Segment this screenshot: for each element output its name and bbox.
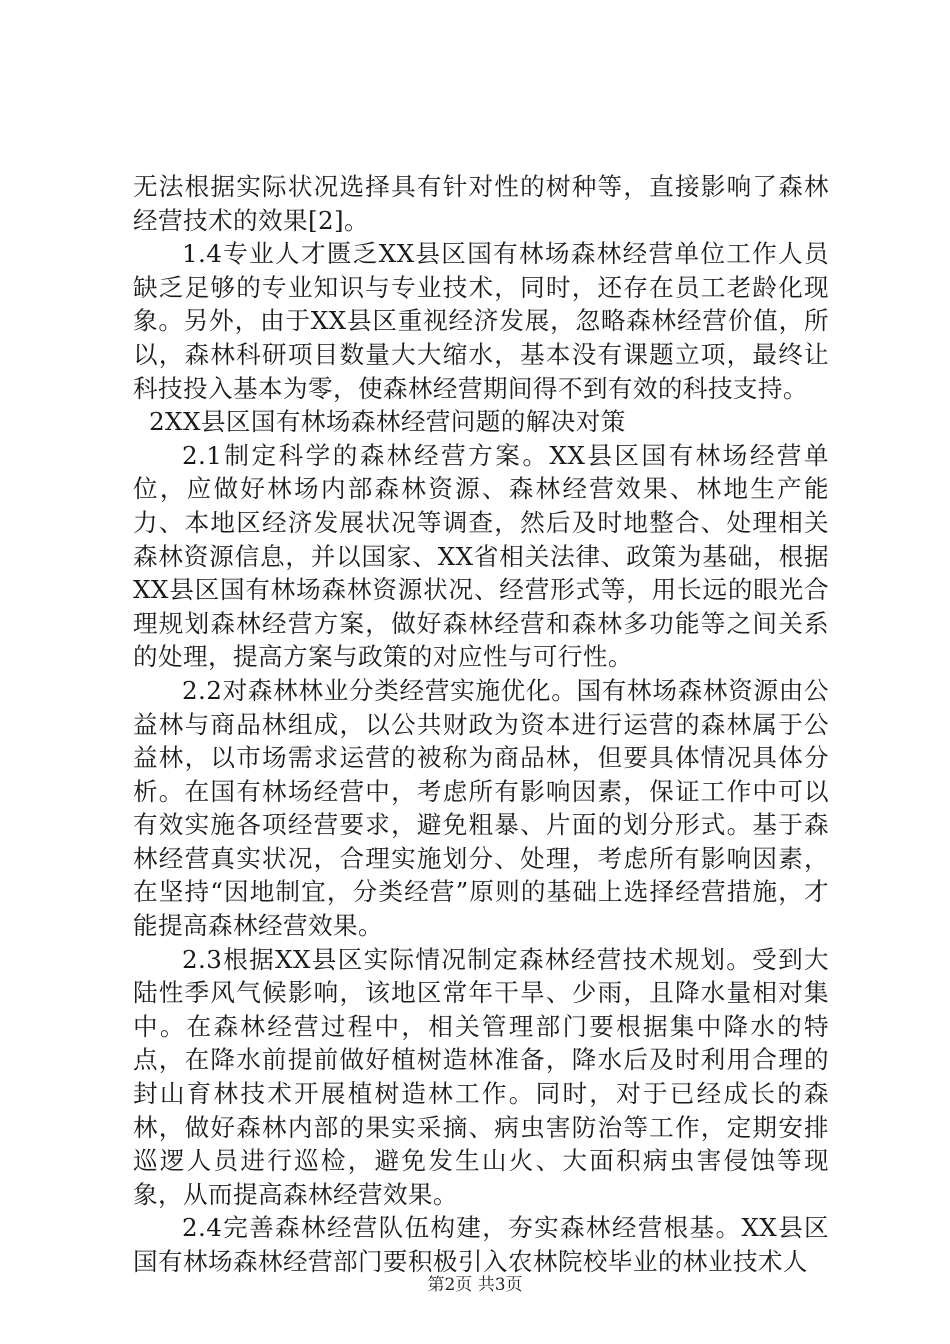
paragraph-2-4: 2.4完善森林经营队伍构建，夯实森林经营根基。XX县区国有林场森林经营部门要积极引入农林院校毕业的林业技术人	[133, 1213, 829, 1276]
document-body	[133, 170, 829, 1279]
page-footer: 第2页 共3页	[427, 1275, 523, 1295]
paragraph-2-1: 2.1制定科学的森林经营方案。XX县区国有林场经营单位，应做好林场内部森林资源、森林经营效果、林地生产能力、本地区经济发展状况等调查，然后及时地整合、处理相关森林资源信息，并以国家、XX省相关法律、政策为基础，根据XX县区国有林场森林资源状况、经营形式等，用长远的眼光合理规划森林经营方案，做好森林经营和森林多功能等之间关系的处理，提高方案与政策的对应性与可行性。	[133, 440, 829, 672]
paragraph-2-2: 2.2对森林林业分类经营实施优化。国有林场森林资源由公益林与商品林组成，以公共财政为资本进行运营的森林属于公益林，以市场需求运营的被称为商品林，但要具体情况具体分析。在国有林场经营中，考虑所有影响因素，保证工作中可以有效实施各项经营要求，避免粗暴、片面的划分形式。基于森林经营真实状况，合理实施划分、处理，考虑所有影响因素，在坚持“因地制宜，分类经营”原则的基础上选择经营措施，才能提高森林经营效果。	[133, 675, 829, 941]
paragraph-continuation: 无法根据实际状况选择具有针对性的树种等，直接影响了森林经营技术的效果[2]。	[133, 172, 829, 235]
paragraph-1-4: 1.4专业人才匮乏XX县区国有林场森林经营单位工作人员缺乏足够的专业知识与专业技术，同时，还存在员工老龄化现象。另外，由于XX县区重视经济发展，忽略森林经营价值，所以，森林科研项目数量大大缩水，基本没有课题立项，最终让科技投入基本为零，使森林经营期间得不到有效的科技支持。	[133, 239, 829, 403]
section-heading-2: 2XX县区国有林场森林经营问题的解决对策	[149, 407, 626, 437]
paragraph-2-3: 2.3根据XX县区实际情况制定森林经营技术规划。受到大陆性季风气候影响，该地区常年干旱、少雨，且降水量相对集中。在森林经营过程中，相关管理部门要根据集中降水的特点，在降水前提前做好植树造林准备，降水后及时利用合理的封山育林技术开展植树造林工作。同时，对于已经成长的森林，做好森林内部的果实采摘、病虫害防治等工作，定期安排巡逻人员进行巡检，避免发生山火、大面积病虫害侵蚀等现象，从而提高森林经营效果。	[133, 944, 829, 1209]
